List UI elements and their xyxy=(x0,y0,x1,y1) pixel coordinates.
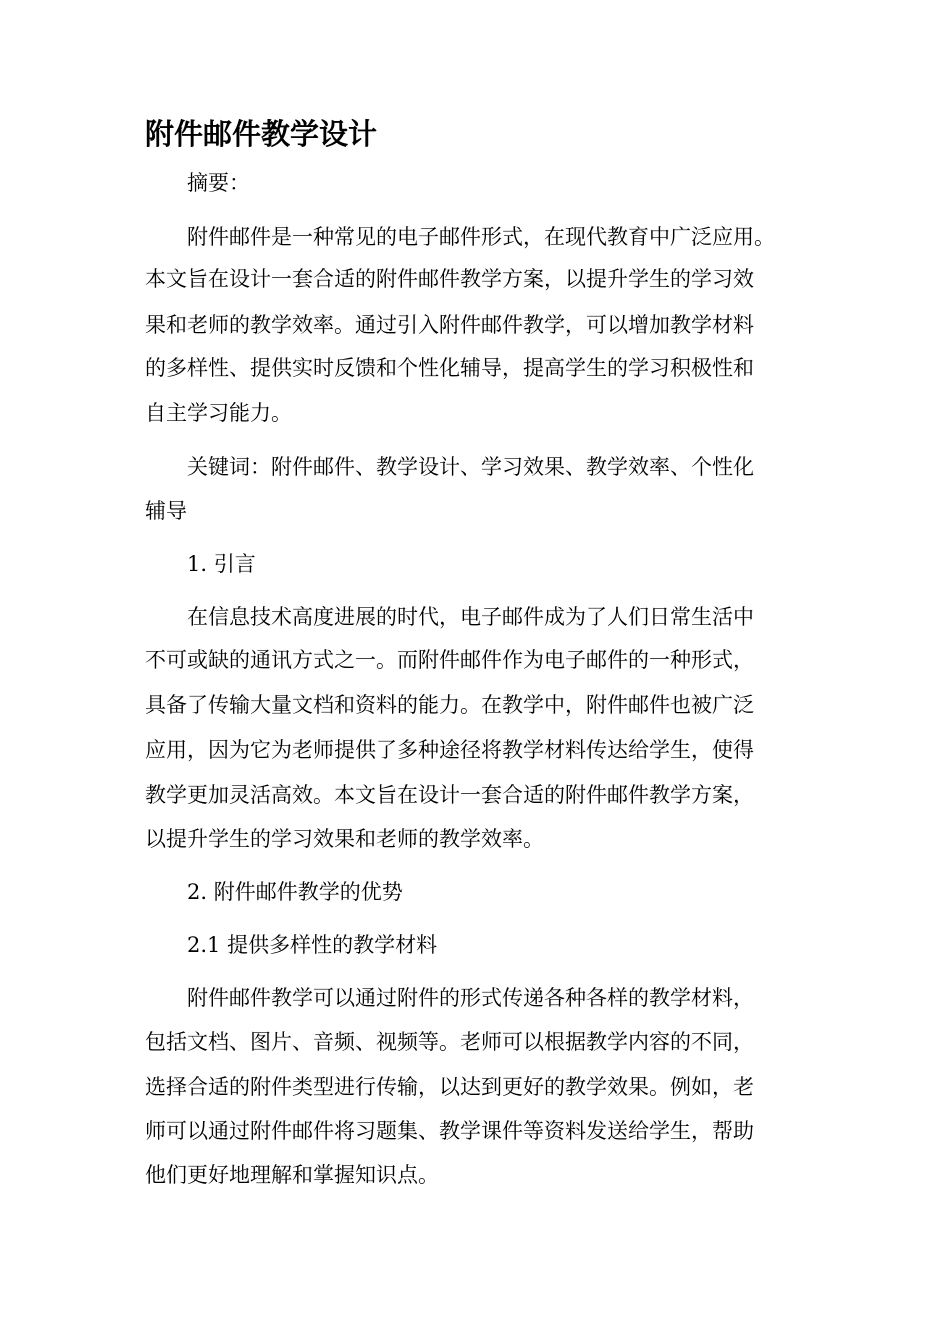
abstract-line: 自主学习能力。 xyxy=(145,401,292,425)
body-line: 以提升学生的学习效果和老师的教学效率。 xyxy=(145,827,544,851)
keywords-line: 关键词：附件邮件、教学设计、学习效果、教学效率、个性化 xyxy=(187,455,754,479)
body-line: 在信息技术高度进展的时代，电子邮件成为了人们日常生活中 xyxy=(187,605,754,629)
abstract-line: 的多样性、提供实时反馈和个性化辅导，提高学生的学习积极性和 xyxy=(145,356,754,380)
keywords-line: 辅导 xyxy=(145,499,187,523)
section-heading: 2. 附件邮件教学的优势 xyxy=(187,880,403,904)
section-heading: 1. 引言 xyxy=(187,552,256,576)
abstract-heading: 摘要： xyxy=(187,171,250,195)
body-line: 他们更好地理解和掌握知识点。 xyxy=(145,1163,439,1187)
body-line: 附件邮件教学可以通过附件的形式传递各种各样的教学材料， xyxy=(187,986,754,1010)
body-line: 应用，因为它为老师提供了多种途径将教学材料传达给学生，使得 xyxy=(145,738,754,762)
body-line: 不可或缺的通讯方式之一。而附件邮件作为电子邮件的一种形式， xyxy=(145,648,754,672)
subsection-heading: 2.1 提供多样性的教学材料 xyxy=(187,933,438,957)
document-title: 附件邮件教学设计 xyxy=(145,117,378,151)
body-line: 选择合适的附件类型进行传输，以达到更好的教学效果。例如，老 xyxy=(145,1075,754,1099)
abstract-line: 本文旨在设计一套合适的附件邮件教学方案，以提升学生的学习效 xyxy=(145,267,754,291)
body-line: 师可以通过附件邮件将习题集、教学课件等资料发送给学生，帮助 xyxy=(145,1119,754,1143)
abstract-line: 附件邮件是一种常见的电子邮件形式，在现代教育中广泛应用。 xyxy=(187,225,775,249)
body-line: 具备了传输大量文档和资料的能力。在教学中，附件邮件也被广泛 xyxy=(145,693,754,717)
body-line: 教学更加灵活高效。本文旨在设计一套合适的附件邮件教学方案， xyxy=(145,783,754,807)
body-line: 包括文档、图片、音频、视频等。老师可以根据教学内容的不同， xyxy=(145,1030,754,1054)
abstract-line: 果和老师的教学效率。通过引入附件邮件教学，可以增加教学材料 xyxy=(145,313,754,337)
